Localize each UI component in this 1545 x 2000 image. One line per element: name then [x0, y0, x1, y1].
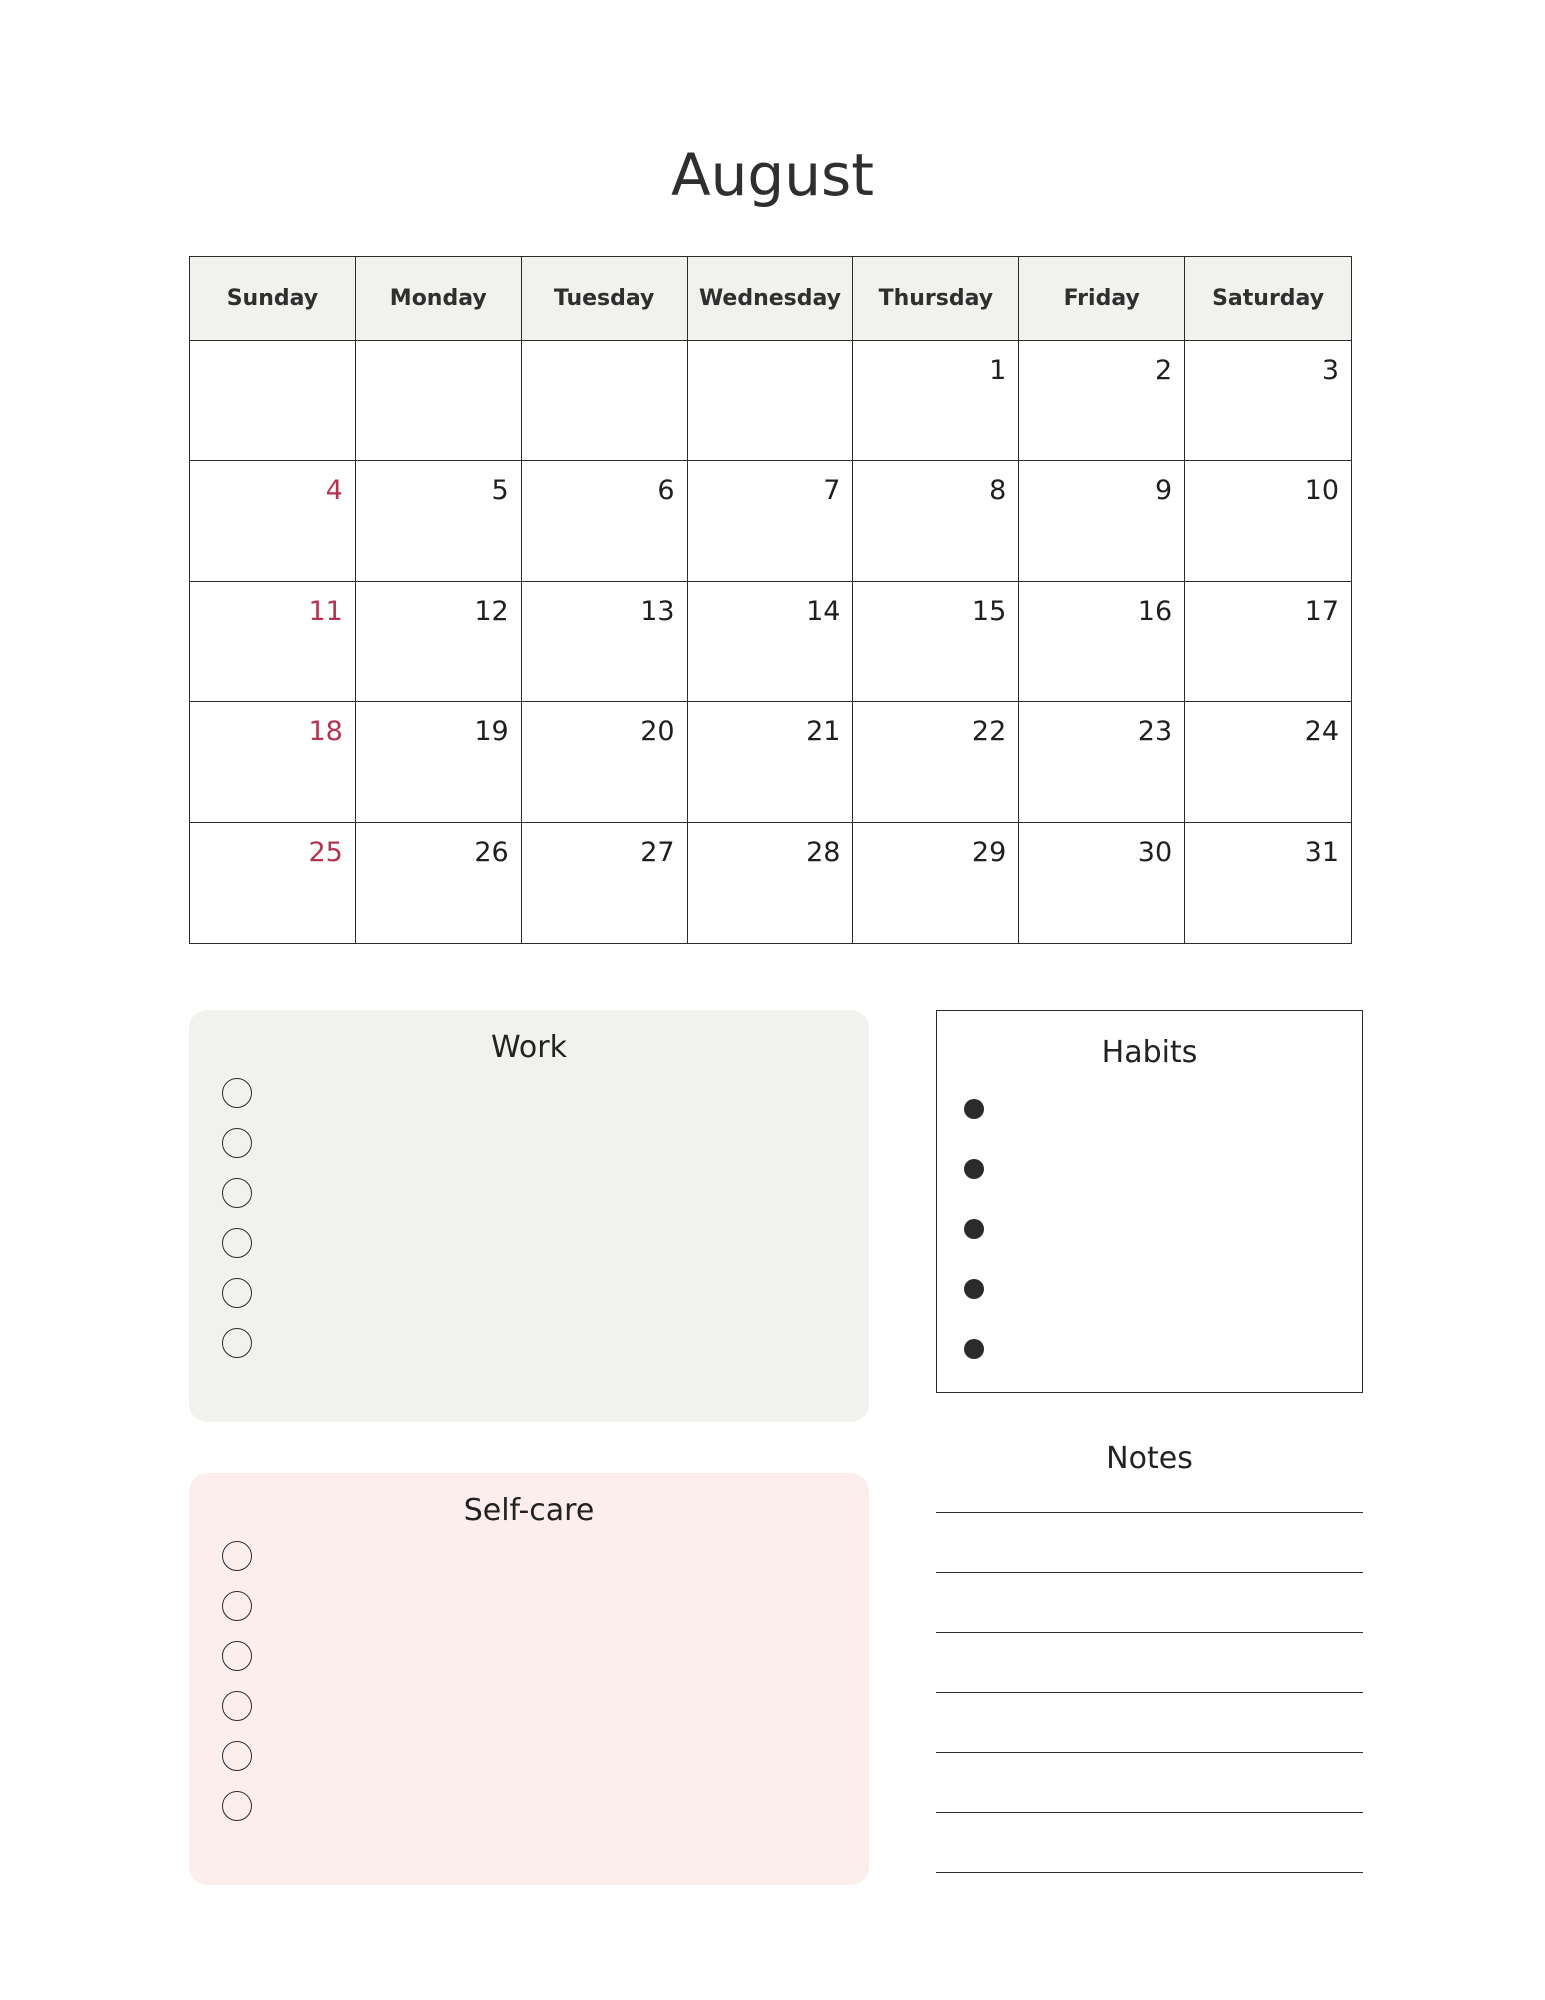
day-cell-13[interactable]: 13: [522, 582, 688, 702]
day-cell-26[interactable]: 26: [356, 823, 522, 943]
selfcare-checkbox[interactable]: [222, 1691, 252, 1721]
empty-day-cell[interactable]: [688, 341, 854, 461]
day-cell-25[interactable]: 25: [190, 823, 356, 943]
day-cell-21[interactable]: 21: [688, 702, 854, 822]
day-cell-29[interactable]: 29: [853, 823, 1019, 943]
work-title: Work: [491, 1030, 567, 1065]
selfcare-checkbox[interactable]: [222, 1641, 252, 1671]
weekday-header-friday: Friday: [1019, 257, 1185, 341]
work-checklist: [222, 1078, 252, 1378]
notes-line[interactable]: [936, 1512, 1363, 1513]
day-cell-23[interactable]: 23: [1019, 702, 1185, 822]
weekday-header-thursday: Thursday: [853, 257, 1019, 341]
bullet-icon: [964, 1219, 984, 1239]
weekday-header-sunday: Sunday: [190, 257, 356, 341]
bullet-icon: [964, 1099, 984, 1119]
day-cell-9[interactable]: 9: [1019, 461, 1185, 581]
work-panel: [189, 1010, 869, 1422]
weekday-header-monday: Monday: [356, 257, 522, 341]
habits-list: [964, 1099, 984, 1399]
day-cell-12[interactable]: 12: [356, 582, 522, 702]
notes-line[interactable]: [936, 1812, 1363, 1813]
selfcare-checkbox[interactable]: [222, 1541, 252, 1571]
day-cell-2[interactable]: 2: [1019, 341, 1185, 461]
bullet-icon: [964, 1339, 984, 1359]
empty-day-cell[interactable]: [190, 341, 356, 461]
day-cell-4[interactable]: 4: [190, 461, 356, 581]
day-cell-18[interactable]: 18: [190, 702, 356, 822]
notes-line[interactable]: [936, 1752, 1363, 1753]
selfcare-checklist: [222, 1541, 252, 1841]
work-checkbox[interactable]: [222, 1278, 252, 1308]
notes-line[interactable]: [936, 1632, 1363, 1633]
day-cell-19[interactable]: 19: [356, 702, 522, 822]
day-cell-6[interactable]: 6: [522, 461, 688, 581]
notes-line[interactable]: [936, 1572, 1363, 1573]
empty-day-cell[interactable]: [522, 341, 688, 461]
month-calendar: [189, 256, 1352, 944]
day-cell-3[interactable]: 3: [1185, 341, 1351, 461]
day-cell-1[interactable]: 1: [853, 341, 1019, 461]
selfcare-panel: [189, 1473, 869, 1885]
work-checkbox[interactable]: [222, 1178, 252, 1208]
weekday-header-saturday: Saturday: [1185, 257, 1351, 341]
day-cell-7[interactable]: 7: [688, 461, 854, 581]
work-checkbox[interactable]: [222, 1128, 252, 1158]
weekday-header-tuesday: Tuesday: [522, 257, 688, 341]
selfcare-checkbox[interactable]: [222, 1591, 252, 1621]
day-cell-27[interactable]: 27: [522, 823, 688, 943]
notes-title: Notes: [1106, 1441, 1193, 1476]
day-cell-5[interactable]: 5: [356, 461, 522, 581]
work-checkbox[interactable]: [222, 1078, 252, 1108]
day-cell-30[interactable]: 30: [1019, 823, 1185, 943]
day-cell-14[interactable]: 14: [688, 582, 854, 702]
notes-line[interactable]: [936, 1872, 1363, 1873]
day-cell-8[interactable]: 8: [853, 461, 1019, 581]
day-cell-17[interactable]: 17: [1185, 582, 1351, 702]
page-title: August: [671, 141, 874, 209]
day-cell-24[interactable]: 24: [1185, 702, 1351, 822]
notes-line[interactable]: [936, 1692, 1363, 1693]
bullet-icon: [964, 1279, 984, 1299]
day-cell-22[interactable]: 22: [853, 702, 1019, 822]
day-cell-11[interactable]: 11: [190, 582, 356, 702]
day-cell-31[interactable]: 31: [1304, 836, 1339, 868]
day-cell-15[interactable]: 15: [853, 582, 1019, 702]
weekday-header-wednesday: Wednesday: [688, 257, 854, 341]
day-cell-20[interactable]: 20: [522, 702, 688, 822]
work-checkbox[interactable]: [222, 1328, 252, 1358]
empty-day-cell[interactable]: [356, 341, 522, 461]
work-checkbox[interactable]: [222, 1228, 252, 1258]
selfcare-title: Self-care: [463, 1493, 595, 1528]
habits-panel: [936, 1010, 1363, 1393]
habits-title: Habits: [1101, 1035, 1198, 1070]
day-cell-16[interactable]: 16: [1019, 582, 1185, 702]
day-cell-28[interactable]: 28: [688, 823, 854, 943]
selfcare-checkbox[interactable]: [222, 1741, 252, 1771]
selfcare-checkbox[interactable]: [222, 1791, 252, 1821]
day-cell-10[interactable]: 10: [1185, 461, 1351, 581]
bullet-icon: [964, 1159, 984, 1179]
